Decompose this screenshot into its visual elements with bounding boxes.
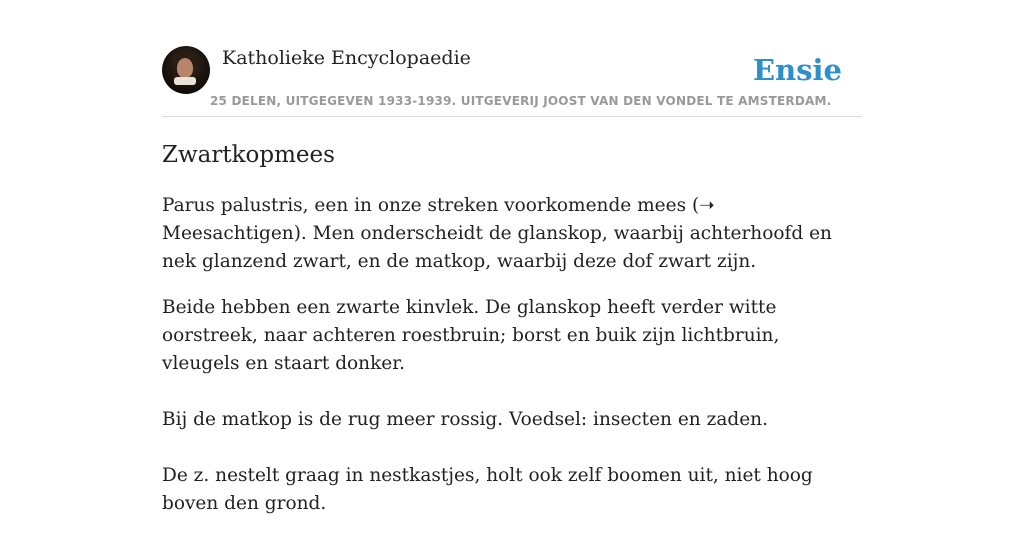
article-paragraph: Beide hebben een zwarte kinvlek. De glanskop heeft verder witte oorstreek, naar achteren roestbruin; borst en buik zijn lichtbruin, vleugels en staart donker.	[162, 297, 780, 374]
source-subtitle: 25 DELEN, UITGEGEVEN 1933-1939. UITGEVERIJ JOOST VAN DEN VONDEL TE AMSTERDAM.	[210, 94, 832, 108]
portrait-avatar-icon[interactable]	[162, 46, 210, 94]
article-body	[162, 192, 862, 536]
avatar-collar	[174, 77, 196, 85]
article-paragraph: Bij de matkop is de rug meer rossig. Voedsel: insecten en zaden.	[162, 409, 768, 430]
article-title: Zwartkopmees	[162, 142, 335, 168]
article-paragraph: De z. nestelt graag in nestkastjes, holt ook zelf boomen uit, niet hoog boven den grond.	[162, 465, 813, 514]
source-title-link[interactable]: Katholieke Encyclopaedie	[222, 47, 471, 69]
page	[162, 0, 862, 514]
ensie-logo-link[interactable]: Ensie	[753, 53, 842, 87]
site-header	[162, 0, 862, 117]
avatar-face	[177, 58, 193, 78]
article-paragraph: Parus palustris, een in onze streken voorkomende mees (➝ Meesachtigen). Men onderscheidt de glanskop, waarbij achterhoofd en nek glanzend zwart, en de matkop, waarbij deze dof zwart zijn.	[162, 195, 832, 272]
